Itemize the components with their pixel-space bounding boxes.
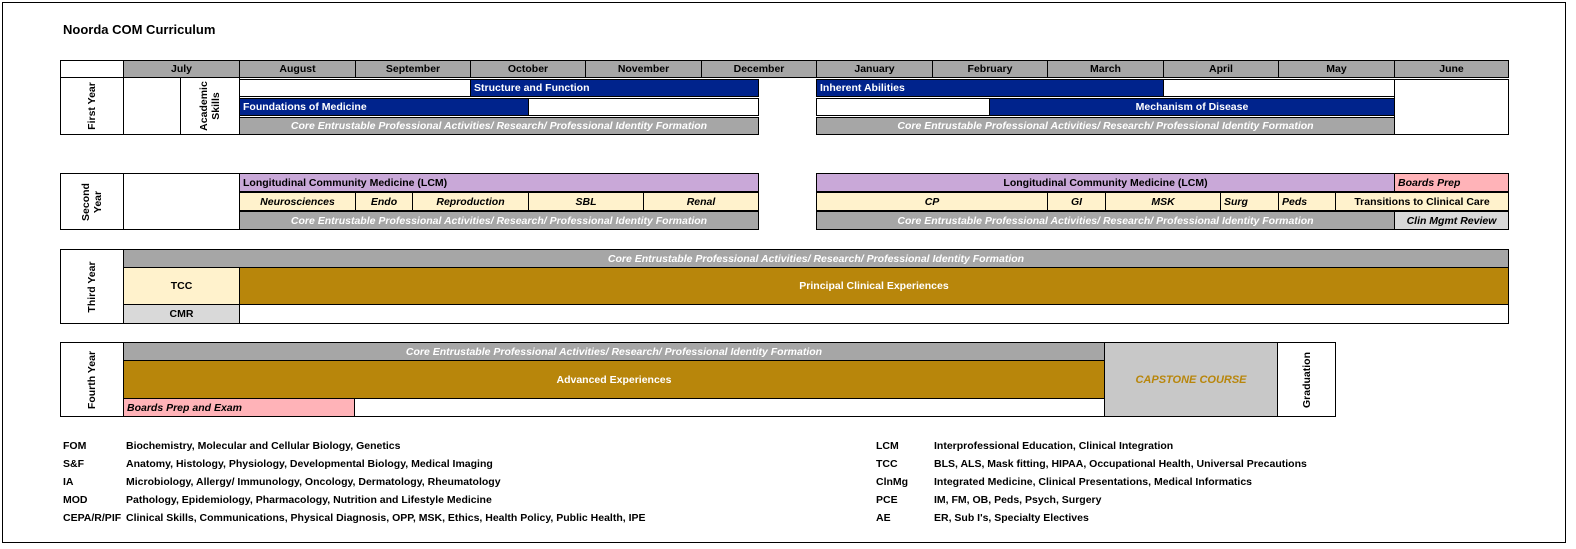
surg-block: Surg (1220, 192, 1279, 211)
lcm-spring-block: Longitudinal Community Medicine (LCM) (816, 173, 1395, 192)
foundations-block: Foundations of Medicine (239, 98, 529, 116)
month-november: November (585, 60, 702, 78)
advanced-experiences-block: Advanced Experiences (123, 360, 1105, 399)
legend-abbr-lcm: LCM (876, 440, 899, 452)
peds-block: Peds (1278, 192, 1336, 211)
third-year-cepa: Core Entrustable Professional Activities/ Research/ Professional Identity Formation (123, 249, 1509, 268)
legend-desc-ia: Microbiology, Allergy/ Immunology, Oncology, Dermatology, Rheumatology (126, 476, 501, 488)
month-january: January (816, 60, 933, 78)
month-december: December (701, 60, 817, 78)
legend-abbr-ia: IA (63, 476, 74, 488)
first-year-july-blank (123, 77, 181, 135)
legend-abbr-clnmg: ClnMg (876, 476, 909, 488)
legend-desc-lcm: Interprofessional Education, Clinical Integration (934, 440, 1174, 452)
cp-block: CP (816, 192, 1048, 211)
graduation-block: Graduation (1277, 342, 1336, 417)
first-year-blank-oct-dec (528, 98, 759, 116)
fourth-year-label: Fourth Year (60, 342, 124, 417)
legend-desc-fom: Biochemistry, Molecular and Cellular Biology, Genetics (126, 440, 401, 452)
boards-prep-block: Boards Prep (1394, 173, 1509, 192)
month-june: June (1394, 60, 1509, 78)
legend-abbr-tcc: TCC (876, 458, 898, 470)
capstone-course-block: CAPSTONE COURSE (1104, 342, 1278, 417)
gi-block: GI (1047, 192, 1106, 211)
legend-desc-mod: Pathology, Epidemiology, Pharmacology, Nutrition and Lifestyle Medicine (126, 494, 492, 506)
first-year-june-blank (1394, 79, 1509, 135)
principal-clinical-experiences-block: Principal Clinical Experiences (239, 267, 1509, 305)
fourth-year-cepa: Core Entrustable Professional Activities/ Research/ Professional Identity Formation (123, 342, 1105, 361)
third-year-label: Third Year (60, 249, 124, 324)
mechanism-disease-block: Mechanism of Disease (989, 98, 1395, 116)
legend-desc-cepa: Clinical Skills, Communications, Physical Diagnosis, OPP, MSK, Ethics, Health Policy, Public Health, IPE (126, 512, 646, 524)
header-corner (60, 60, 124, 78)
third-year-blank-row (239, 304, 1509, 324)
lcm-fall-block: Longitudinal Community Medicine (LCM) (239, 173, 759, 192)
first-year-blank-jan-feb (816, 98, 990, 116)
sbl-block: SBL (528, 192, 644, 211)
month-march: March (1047, 60, 1164, 78)
month-july: July (123, 60, 240, 78)
fourth-year-blank-row (354, 398, 1105, 417)
legend-abbr-pce: PCE (876, 494, 898, 506)
legend-abbr-fom: FOM (63, 440, 87, 452)
month-february: February (932, 60, 1048, 78)
first-year-cepa-fall: Core Entrustable Professional Activities/ Research/ Professional Identity Formation (239, 117, 759, 135)
legend-abbr-ae: AE (876, 512, 891, 524)
academic-skills: Academic Skills (180, 77, 240, 135)
second-year-july-blank (123, 173, 240, 230)
legend-abbr-sf: S&F (63, 458, 84, 470)
legend-desc-tcc: BLS, ALS, Mask fitting, HIPAA, Occupational Health, Universal Precautions (934, 458, 1307, 470)
legend-desc-clnmg: Integrated Medicine, Clinical Presentations, Medical Informatics (934, 476, 1252, 488)
structure-function-block: Structure and Function (470, 79, 759, 97)
endo-block: Endo (355, 192, 413, 211)
second-year-cepa-fall: Core Entrustable Professional Activities/ Research/ Professional Identity Formation (239, 211, 759, 230)
legend-desc-sf: Anatomy, Histology, Physiology, Developmental Biology, Medical Imaging (126, 458, 493, 470)
neurosciences-block: Neurosciences (239, 192, 356, 211)
renal-block: Renal (643, 192, 759, 211)
month-october: October (470, 60, 586, 78)
page-title: Noorda COM Curriculum (63, 22, 216, 37)
second-year-label: Second Year (60, 173, 124, 230)
legend-abbr-cepa: CEPA/R/PIF (63, 512, 122, 524)
first-year-label: First Year (60, 77, 124, 135)
first-year-blank-aug-sep (239, 79, 471, 97)
legend-desc-ae: ER, Sub I's, Specialty Electives (934, 512, 1089, 524)
month-april: April (1163, 60, 1279, 78)
month-september: September (355, 60, 471, 78)
legend-desc-pce: IM, FM, OB, Peds, Psych, Surgery (934, 494, 1102, 506)
first-year-cepa-spring: Core Entrustable Professional Activities/ Research/ Professional Identity Formation (816, 117, 1395, 135)
msk-block: MSK (1105, 192, 1221, 211)
month-may: May (1278, 60, 1395, 78)
inherent-abilities-block: Inherent Abilities (816, 79, 1164, 97)
first-year-blank-apr-may (1163, 79, 1395, 97)
legend-abbr-mod: MOD (63, 494, 88, 506)
transitions-block: Transitions to Clinical Care (1335, 192, 1509, 211)
second-year-cepa-spring: Core Entrustable Professional Activities/ Research/ Professional Identity Formation (816, 211, 1395, 230)
tcc-block: TCC (123, 267, 240, 305)
boards-prep-exam-block: Boards Prep and Exam (123, 398, 355, 417)
month-august: August (239, 60, 356, 78)
reproduction-block: Reproduction (412, 192, 529, 211)
cmr-block: CMR (123, 304, 240, 324)
clin-mgmt-review-block: Clin Mgmt Review (1394, 211, 1509, 230)
